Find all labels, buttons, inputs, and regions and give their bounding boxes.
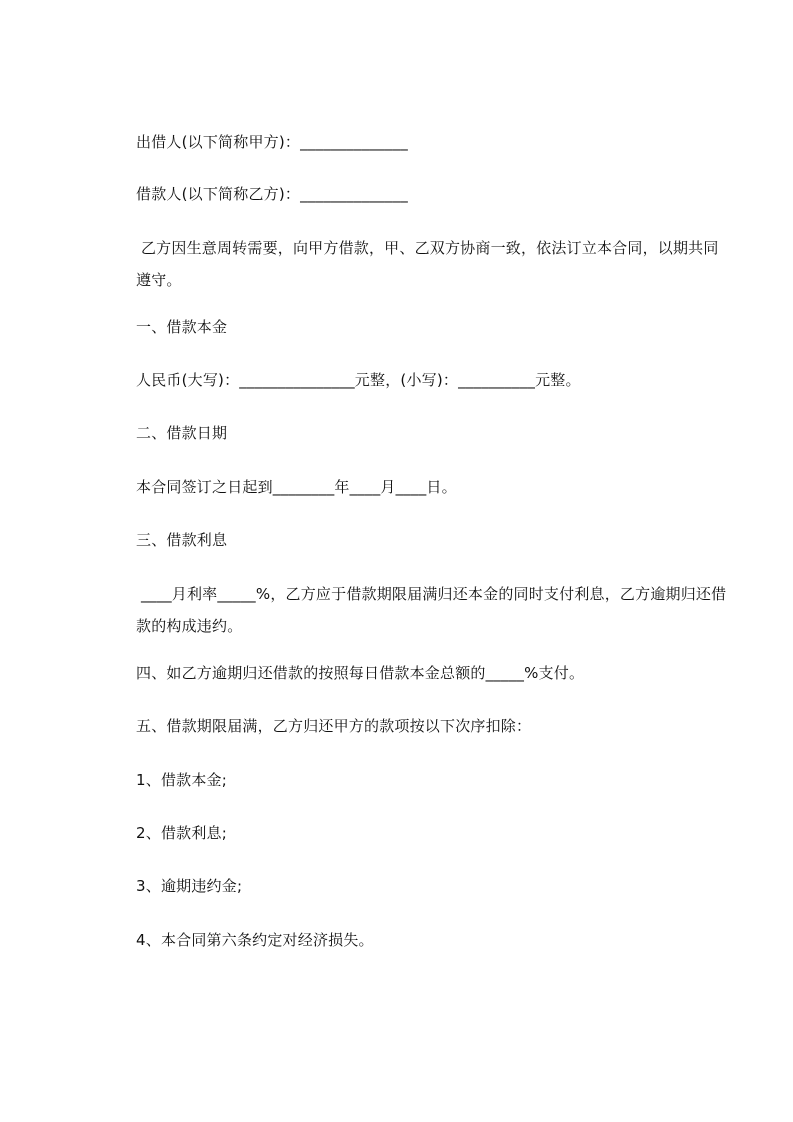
lender-line: 出借人(以下简称甲方)：______________ <box>136 133 408 151</box>
section-2-heading: 二、借款日期 <box>136 424 228 442</box>
section-1-heading: 一、借款本金 <box>136 318 228 336</box>
borrower-line: 借款人(以下简称乙方)：______________ <box>136 185 408 203</box>
principal-amount-line: 人民币(大写)：_______________元整，(小写)：__________元整。 <box>136 371 581 389</box>
deduction-item-1: 1、借款本金; <box>136 771 227 789</box>
interest-paragraph: ____月利率_____%，乙方应于借款期限届满归还本金的同时支付利息，乙方逾期归还借款的构成违约。 <box>136 585 727 635</box>
section-4-line: 四、如乙方逾期归还借款的按照每日借款本金总额的_____%支付。 <box>136 664 585 682</box>
deduction-item-2: 2、借款利息; <box>136 824 227 842</box>
section-3-heading: 三、借款利息 <box>136 531 228 549</box>
loan-date-line: 本合同签订之日起到________年____月____日。 <box>136 478 457 496</box>
deduction-item-3: 3、逾期违约金; <box>136 877 243 895</box>
deduction-item-4: 4、本合同第六条约定对经济损失。 <box>136 931 374 949</box>
section-5-heading: 五、借款期限届满，乙方归还甲方的款项按以下次序扣除： <box>136 717 532 735</box>
intro-paragraph: 乙方因生意周转需要，向甲方借款，甲、乙双方协商一致，依法订立本合同，以期共同遵守。 <box>136 239 719 289</box>
